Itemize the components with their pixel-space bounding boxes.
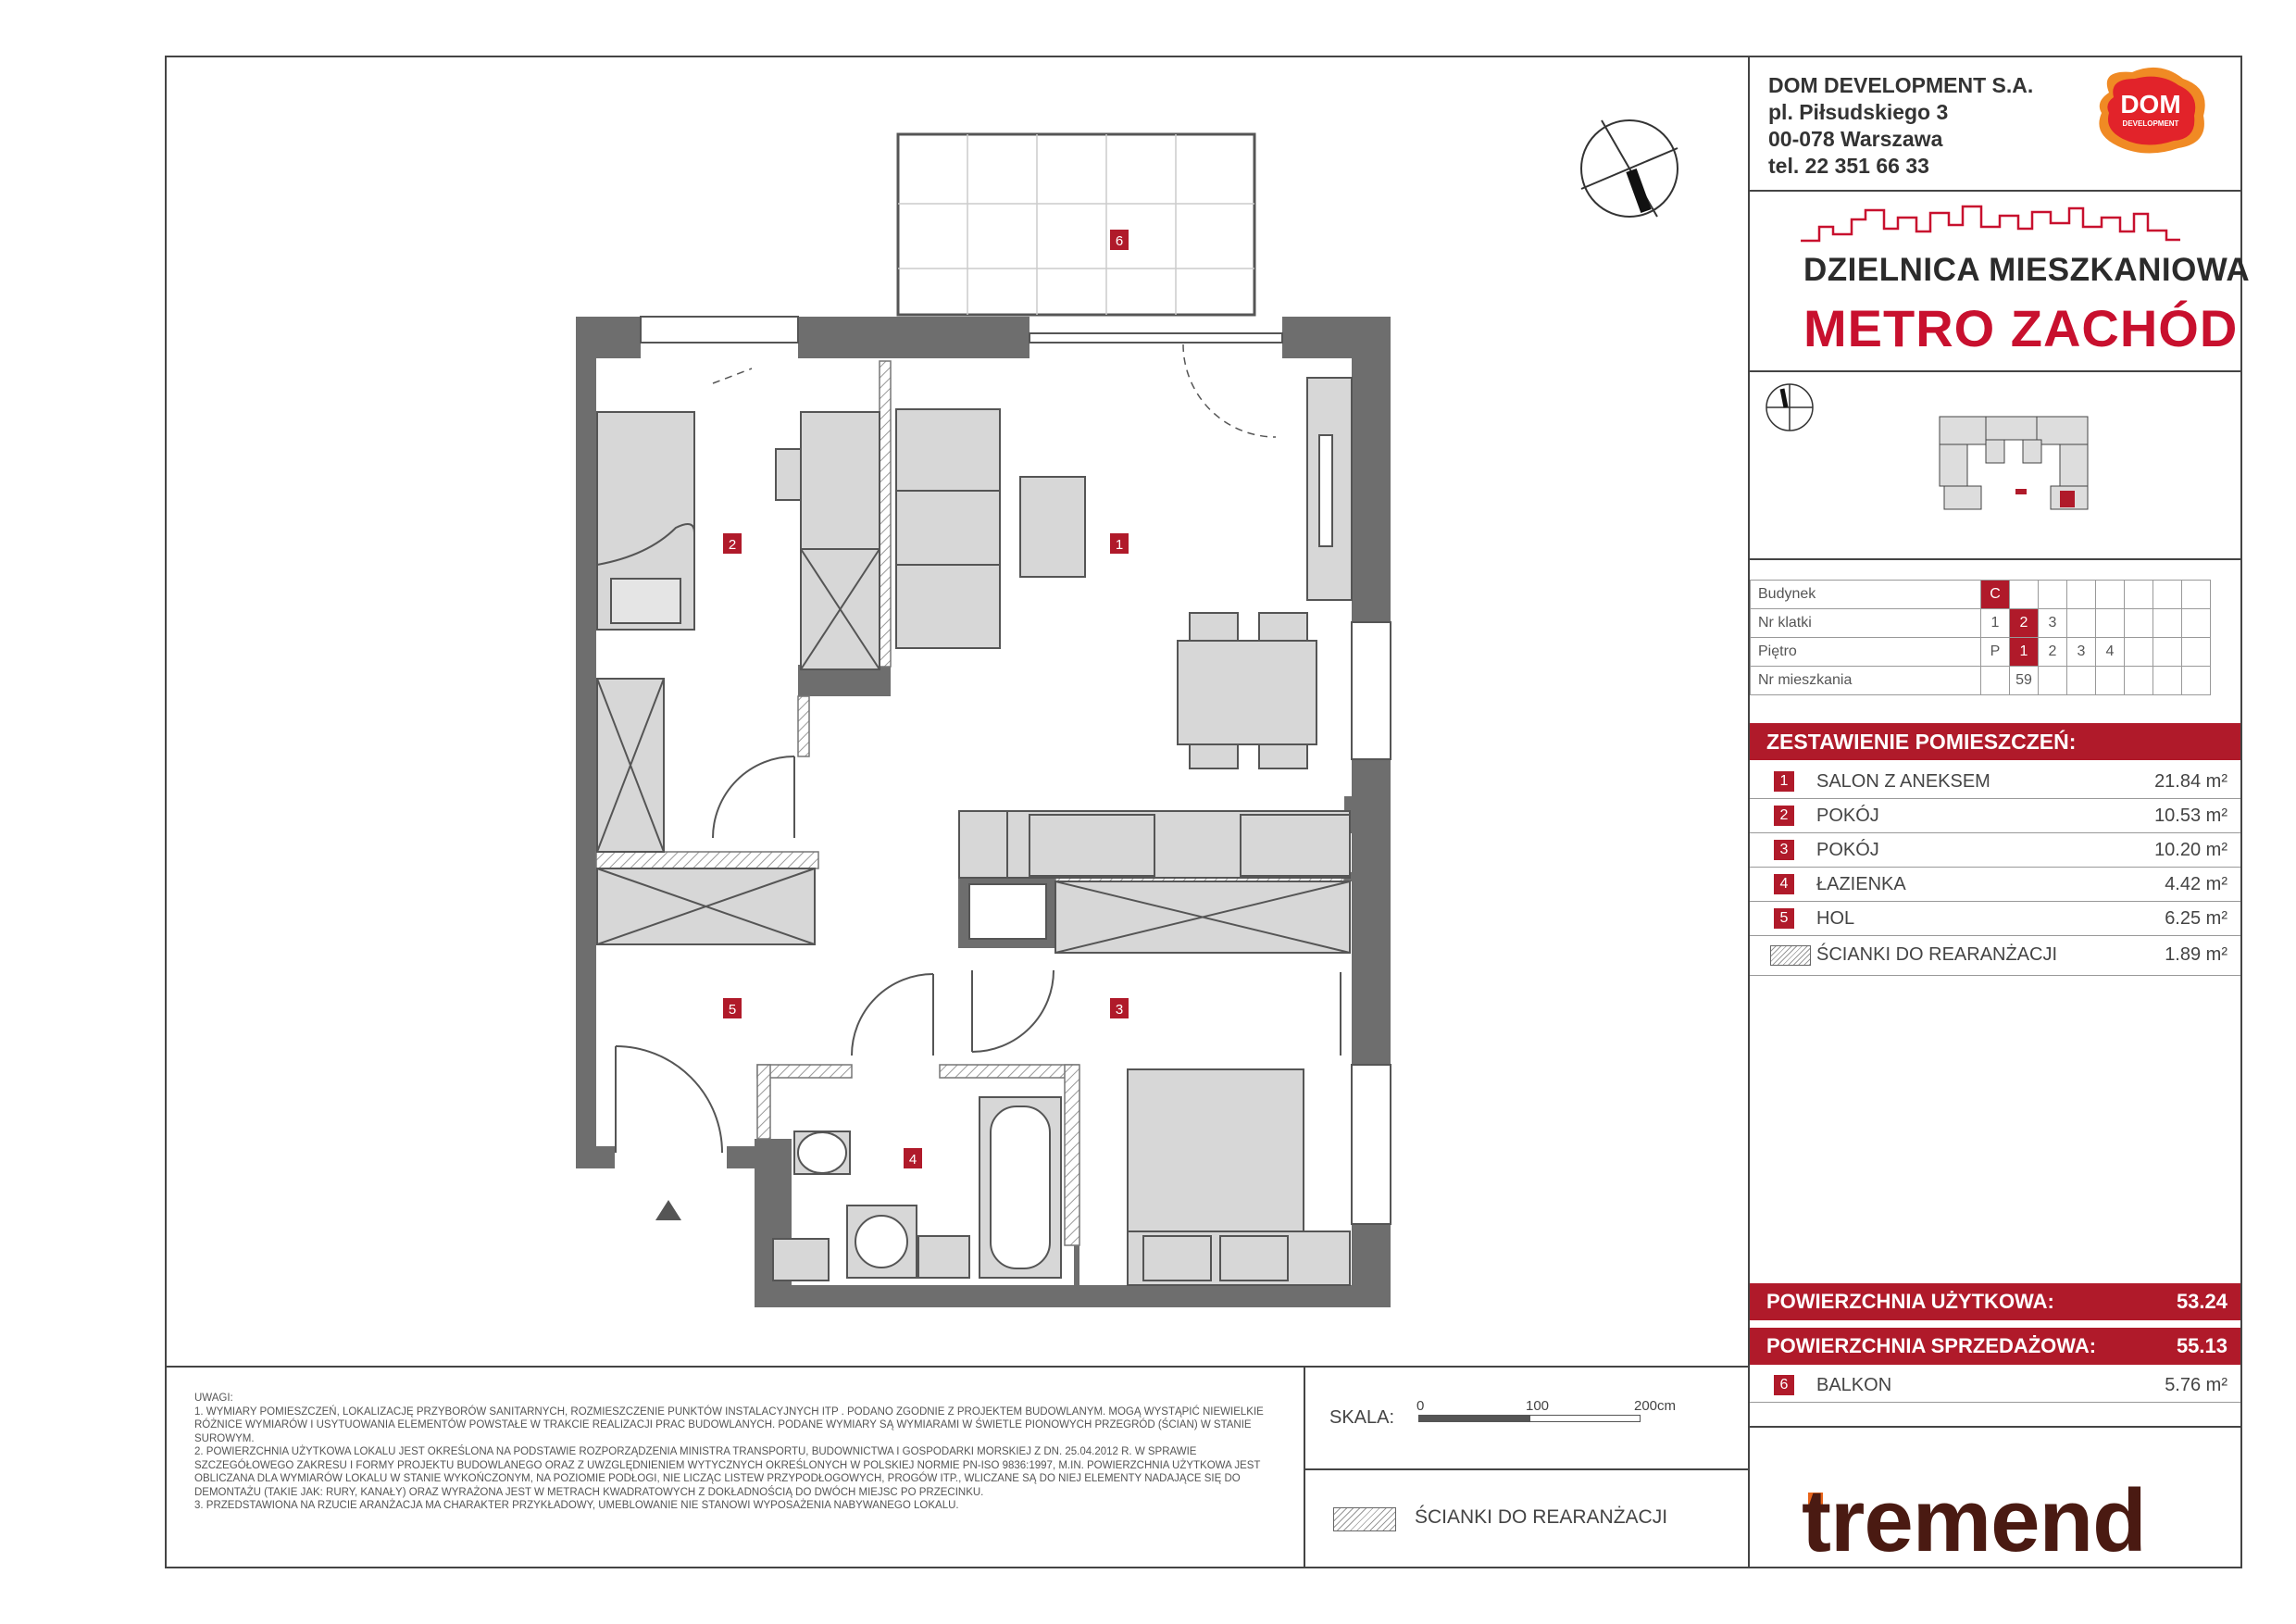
marker-6: 6 <box>1115 233 1124 249</box>
row-staircase <box>1751 609 2211 638</box>
hatch-swatch-icon <box>1770 945 1811 966</box>
room-area: 10.20 m² <box>2154 840 2227 860</box>
row-building <box>1751 581 2211 609</box>
floor-2: 2 <box>2039 638 2067 667</box>
notes-block <box>194 1392 1287 1513</box>
room-area: 21.84 m² <box>2154 771 2227 792</box>
room-area: 4.42 m² <box>2165 874 2227 894</box>
room-area: 10.53 m² <box>2154 806 2227 826</box>
notes-title: UWAGI: <box>194 1393 233 1404</box>
floor-3: 3 <box>2067 638 2096 667</box>
room-name: ŚCIANKI DO REARANŻACJI <box>1816 944 2058 965</box>
entrance-marker-icon <box>655 1200 681 1220</box>
room-row-3 <box>1750 833 2240 868</box>
room-num: 4 <box>1774 874 1794 894</box>
marker-5: 5 <box>728 1002 737 1018</box>
floor-1: 1 <box>2010 638 2039 667</box>
project-line1: DZIELNICA MIESZKANIOWA <box>1803 252 2251 288</box>
floor-p: P <box>1981 638 2010 667</box>
total-sale <box>1750 1328 2240 1365</box>
scale-bar-empty <box>1529 1415 1641 1422</box>
divider-project <box>1748 370 2242 372</box>
project-line2: METRO ZACHÓD <box>1803 299 2239 357</box>
divider-bottom <box>165 1366 1750 1368</box>
room-name: BALKON <box>1816 1375 1892 1395</box>
legend-text: ŚCIANKI DO REARANŻACJI <box>1415 1506 1668 1528</box>
room-row-balcony <box>1750 1368 2240 1403</box>
room-num: 2 <box>1774 806 1794 826</box>
room-num: 5 <box>1774 908 1794 929</box>
room-area: 6.25 m² <box>2165 908 2227 929</box>
logo-text-sub: DEVELOPMENT <box>2122 119 2179 128</box>
building-keyplan <box>1930 407 2102 523</box>
legend-hatch-icon <box>1333 1507 1396 1531</box>
building-label: Budynek <box>1751 581 1981 609</box>
room-name: POKÓJ <box>1816 840 1879 860</box>
row-floor <box>1751 638 2211 667</box>
north-arrow-icon <box>1574 113 1685 224</box>
room-num: 6 <box>1774 1375 1794 1395</box>
dom-development-logo <box>2090 65 2211 157</box>
note-2: 2. POWIERZCHNIA UŻYTKOWA LOKALU JEST OKREŚLONA NA PODSTAWIE ROZPORZĄDZENIA MINISTRA TRANSPORTU, BUDOWNICTWA I GOSPODARKI MORSKIEJ Z DN. 25.04.2012 R. W SPRAWIE SZCZEGÓŁOWEGO ZAKRESU I FORMY PROJEKTU BUDOWLANEGO ORAZ Z UWZGLĘDNIENIEM WYTYCZNYCH OKREŚLONYCH W POLSKIEJ NORMIE PN-ISO 9836:1997, M.IN. POWIERZCHNIA UŻYTKOWA JEST OBLICZANA DLA WYMIARÓW LOKALU W STANIE WYKOŃCZONYM, NA POZIOMIE PODŁOGI, NIE LICZĄC LISTEW PRZYPODŁOGOWYCH, PROGÓW ITP., WLICZANE SĄ DO NIEJ ELEMENTY NADAJĄCE SIĘ DO DEMONTAŻU (TAKIE JAK: RURY, KANAŁY) ORAZ WYRAŻONA JEST W METRACH KWADRATOWYCH Z DOKŁADNOŚCIĄ DO DWÓCH MIEJSC PO PRZECINKU. <box>194 1446 1261 1498</box>
room-row-1 <box>1750 765 2240 799</box>
company-name: DOM DEVELOPMENT S.A. <box>1768 73 2034 97</box>
divider-scale-legend <box>1304 1468 1750 1470</box>
rooms-section-title: ZESTAWIENIE POMIESZCZEŃ: <box>1750 723 2240 760</box>
marker-4: 4 <box>908 1152 917 1168</box>
tremend-logo: tremend <box>1802 1471 2146 1570</box>
staircase-2: 2 <box>2010 609 2039 638</box>
room-name: POKÓJ <box>1816 806 1879 826</box>
room-area: 5.76 m² <box>2165 1375 2227 1395</box>
building-value: C <box>1981 581 2010 609</box>
company-street: pl. Piłsudskiego 3 <box>1768 100 1949 124</box>
keyplan-north-icon <box>1762 380 1817 435</box>
room-row-partitions <box>1750 938 2240 976</box>
room-num: 1 <box>1774 771 1794 792</box>
company-block <box>1768 72 2033 180</box>
total-sale-label: POWIERZCHNIA SPRZEDAŻOWA: <box>1766 1334 2097 1357</box>
total-sale-value: 55.13 <box>2176 1334 2227 1357</box>
room-name: HOL <box>1816 908 1855 929</box>
company-phone: tel. 22 351 66 33 <box>1768 154 1929 178</box>
divider-brand <box>1748 1426 2242 1428</box>
logo-text-main: DOM <box>2120 90 2181 119</box>
note-1: 1. WYMIARY POMIESZCZEŃ, LOKALIZACJĘ PRZYBORÓW SANITARNYCH, ROZMIESZCZENIE PUNKTÓW INSTALACYJNYCH ITP . PODANO ZGODNIE Z PROJEKTEM BUDOWLANYM. MOGĄ WYSTĄPIĆ NIEWIELKIE RÓŻNICE WYMIARÓW I USYTUOWANIA ELEMENTÓW POWSTAŁE W TRAKCIE REALIZACJI PRAC BUDOWLANYCH. PODANE WYMIARY SĄ WYMIARAMI W ŚWIETLE PIONOWYCH PRZEGRÓD (ŚCIAN) W STANIE SUROWYM. <box>194 1405 1264 1444</box>
staircase-label: Nr klatki <box>1751 609 1981 638</box>
scale-label: SKALA: <box>1329 1407 1395 1428</box>
row-apartment <box>1751 667 2211 695</box>
divider-keyplan <box>1748 558 2242 560</box>
marker-3: 3 <box>1115 1002 1124 1018</box>
marker-1: 1 <box>1115 537 1124 553</box>
room-area: 1.89 m² <box>2165 944 2227 965</box>
divider-company <box>1748 190 2242 192</box>
note-3: 3. PRZEDSTAWIONA NA RZUCIE ARANŻACJA MA CHARAKTER PRZYKŁADOWY, UMEBLOWANIE NIE STANOWI WYPOSAŻENIA NABYWANEGO LOKALU. <box>194 1500 959 1511</box>
total-usable <box>1750 1283 2240 1320</box>
room-row-2 <box>1750 799 2240 833</box>
room-name: ŁAZIENKA <box>1816 874 1906 894</box>
balcony-floor <box>898 134 1254 315</box>
scale-tick-0: 0 <box>1416 1398 1425 1414</box>
scale-tick-200: 200cm <box>1634 1398 1677 1414</box>
apartment-label: Nr mieszkania <box>1751 667 1981 695</box>
scale-tick-100: 100 <box>1526 1398 1550 1414</box>
apartment-value: 59 <box>2010 667 2039 695</box>
floor-label: Piętro <box>1751 638 1981 667</box>
room-markers <box>723 230 1129 1168</box>
room-row-5 <box>1750 902 2240 936</box>
total-usable-value: 53.24 <box>2176 1290 2227 1313</box>
staircase-3: 3 <box>2039 609 2067 638</box>
marker-2: 2 <box>728 537 737 553</box>
floor-4: 4 <box>2096 638 2125 667</box>
apartment-info-table <box>1750 580 2211 695</box>
divider-scale <box>1304 1366 1305 1568</box>
room-row-4 <box>1750 868 2240 902</box>
room-name: SALON Z ANEKSEM <box>1816 771 1990 792</box>
total-usable-label: POWIERZCHNIA UŻYTKOWA: <box>1766 1290 2054 1313</box>
scale-bar-filled <box>1418 1415 1529 1422</box>
floor-plan <box>555 120 1407 1315</box>
furniture <box>597 378 1352 1285</box>
room-num: 3 <box>1774 840 1794 860</box>
skyline-icon <box>1801 199 2180 250</box>
company-city: 00-078 Warszawa <box>1768 127 1943 151</box>
staircase-1: 1 <box>1981 609 2010 638</box>
